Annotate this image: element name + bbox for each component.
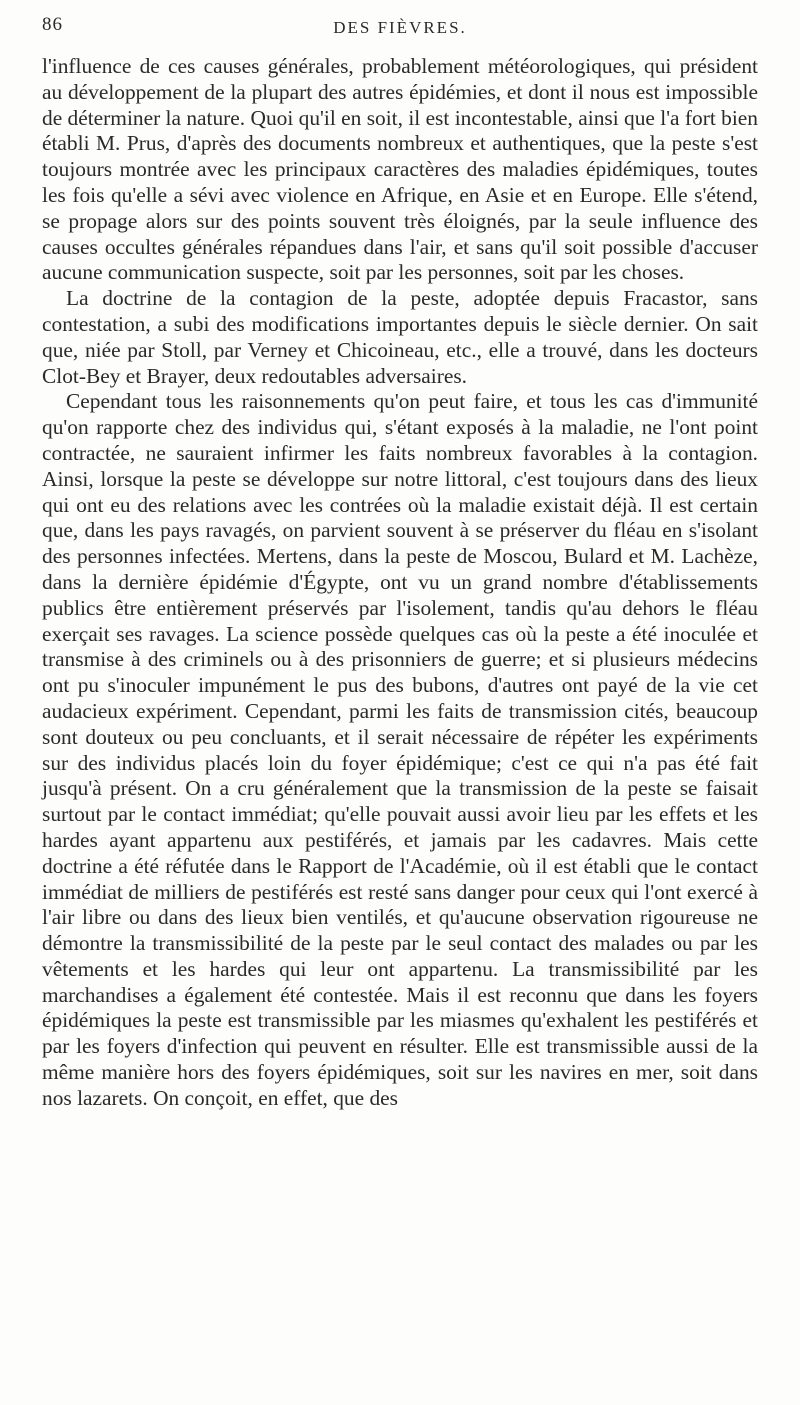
running-title: DES FIÈVRES. (333, 18, 467, 37)
running-head (0, 14, 800, 54)
body-text (42, 54, 758, 1112)
paragraph-contagion-doctrine: La doctrine de la contagion de la peste, adoptée depuis Fracastor, sans contestation, a subi des modifications importantes depuis le siècle dernier. On sait que, niée par Stoll, par Verney et Chicoineau, etc., elle a trouvé, dans les docteurs Clot-Bey et Brayer, deux redoutables adversaires. (42, 286, 758, 388)
paragraph-continuation: l'influence de ces causes générales, probablement météorologiques, qui président au développement de la plupart des autres épidémies, et dont il nous est impossible de déterminer la nature. Quoi qu'il en soit, il est incontestable, ainsi que l'a fort bien établi M. Prus, d'après des documents nombreux et authentiques, que la peste s'est toujours montrée avec les principaux caractères des maladies épidémiques, toutes les fois qu'elle a sévi avec violence en Afrique, en Asie et en Europe. Elle s'étend, se propage alors sur des points souvent très éloignés, par la seule influence des causes occultes générales répandues dans l'air, et sans qu'il soit possible d'accuser aucune communication suspecte, soit par les personnes, soit par les choses. (42, 54, 758, 285)
paragraph-transmission: Cependant tous les raisonnements qu'on peut faire, et tous les cas d'immunité qu'on rapporte chez des individus qui, s'étant exposés à la maladie, ne l'ont point contractée, ne sauraient infirmer les faits nombreux favorables à la contagion. Ainsi, lorsque la peste se développe sur notre littoral, c'est toujours dans des lieux qui ont eu des relations avec les contrées où la maladie existait déjà. Il est certain que, dans les pays ravagés, on parvient souvent à se préserver du fléau en s'isolant des personnes infectées. Mertens, dans la peste de Moscou, Bulard et M. Lachèze, dans la dernière épidémie d'Égypte, ont vu un grand nombre d'établissements publics être entièrement préservés par l'isolement, tandis qu'au dehors le fléau exerçait ses ravages. La science possède quelques cas où la peste a été inoculée et transmise à des criminels ou à des prisonniers de guerre; et si plusieurs médecins ont pu s'inoculer impunément le pus des bubons, d'autres ont payé de la vie cet audacieux expériment. Cependant, parmi les faits de transmission cités, beaucoup sont douteux ou peu concluants, et il serait nécessaire de répéter les expériments sur des individus placés loin du foyer épidémique; c'est ce qui n'a pas été fait jusqu'à présent. On a cru généralement que la transmission de la peste se faisait surtout par le contact immédiat; qu'elle pouvait aussi avoir lieu par les effets et les hardes ayant appartenu aux pestiférés, et jamais par les cadavres. Mais cette doctrine a été réfutée dans le Rapport de l'Académie, où il est établi que le contact immédiat de milliers de pestiférés est resté sans danger pour ceux qui l'ont exercé à l'air libre ou dans des lieux bien ventilés, et qu'aucune observation rigoureuse ne démontre la transmissibilité de la peste par le seul contact des malades ou par les vêtements et les hardes qui leur ont appartenu. La transmissibilité par les marchandises a également été contestée. Mais il est reconnu que dans les foyers épidémiques la peste est transmissible par les miasmes qu'exhalent les pestiférés et par les foyers d'infection qui peuvent en résulter. Elle est transmissible aussi de la même manière hors des foyers épidémiques, soit sur les navires en mer, soit dans nos lazarets. On conçoit, en effet, que des (42, 389, 758, 1110)
page-number: 86 (42, 14, 63, 35)
